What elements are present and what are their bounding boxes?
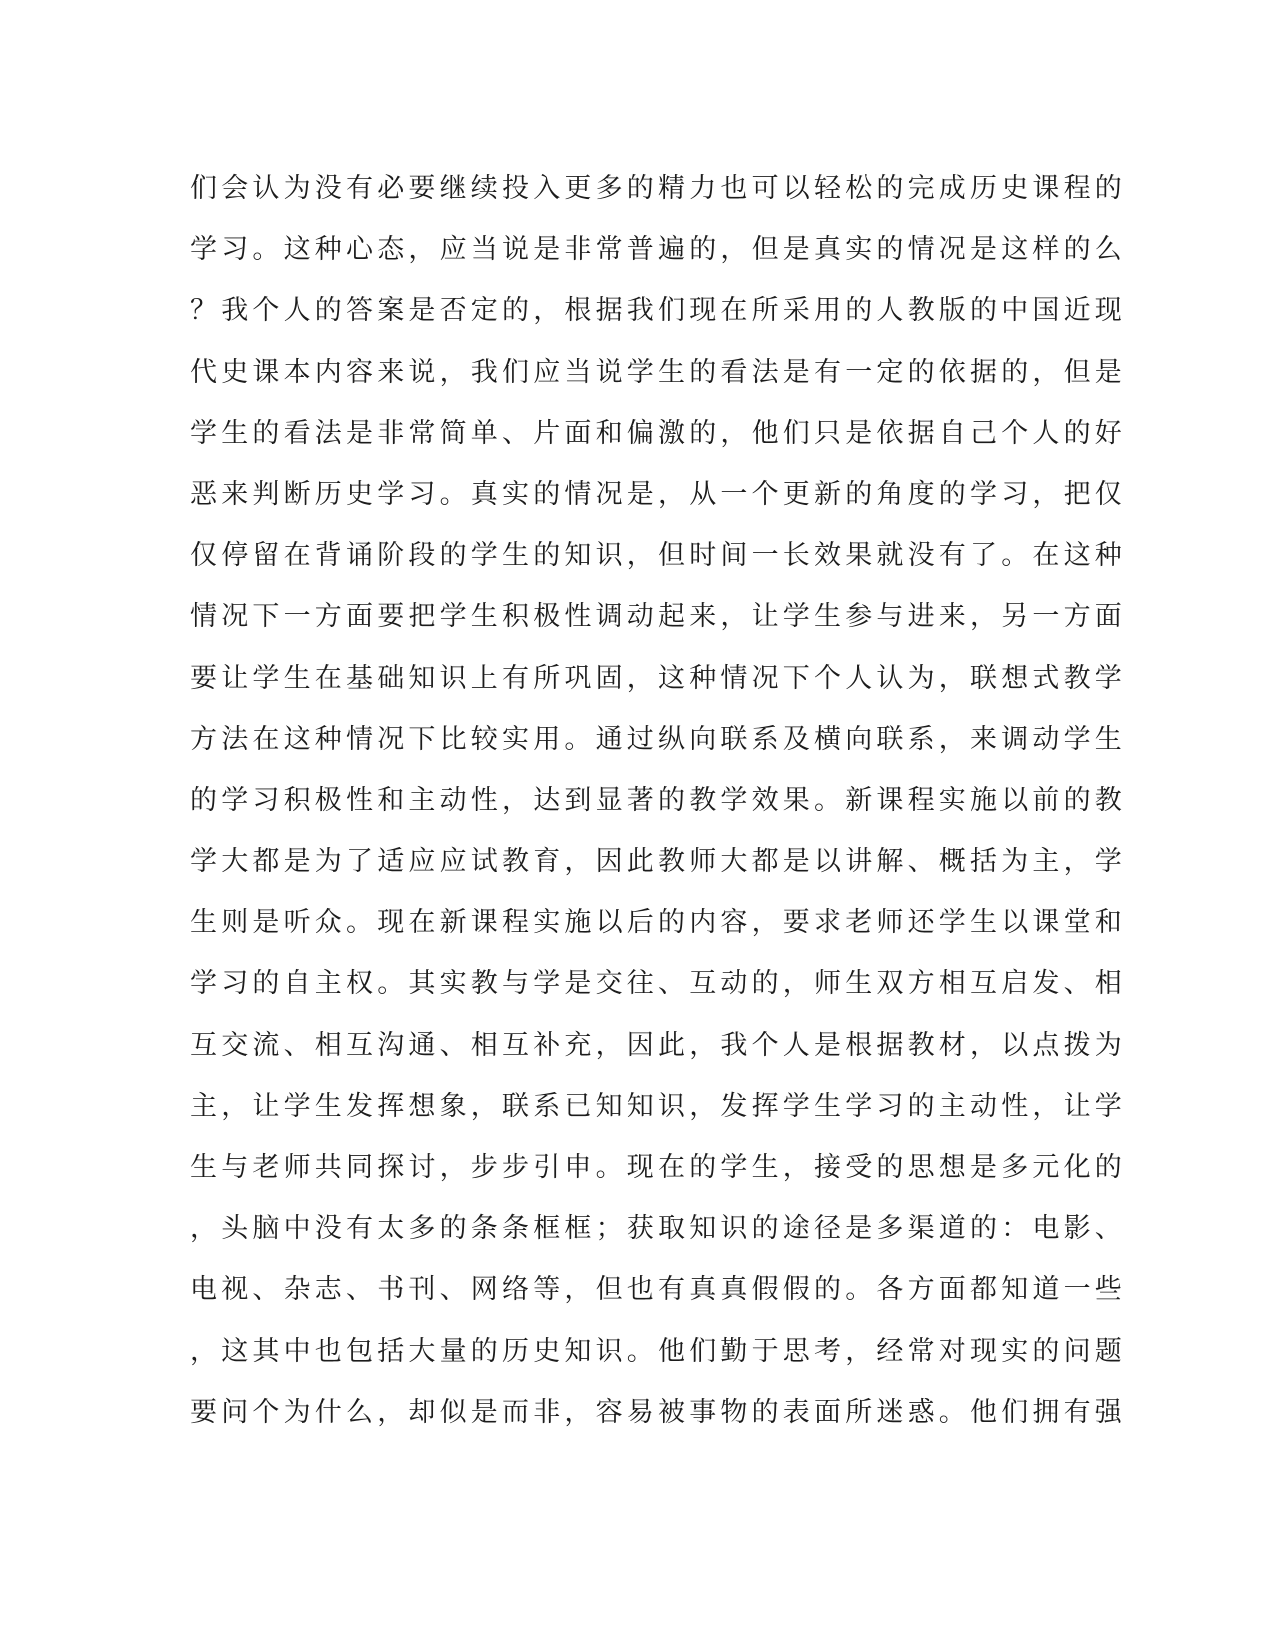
text-line: 电视、杂志、书刊、网络等，但也有真真假假的。各方面都知道一些 <box>190 1274 1126 1306</box>
text-line: 生与老师共同探讨，步步引申。现在的学生，接受的思想是多元化的 <box>190 1152 1126 1183</box>
text-line: ？我个人的答案是否定的，根据我们现在所采用的人教版的中国近现 <box>190 295 1126 327</box>
text-line: 学习。这种心态，应当说是非常普遍的，但是真实的情况是这样的么 <box>190 234 1126 266</box>
text-line: 们会认为没有必要继续投入更多的精力也可以轻松的完成历史课程的 <box>190 173 1126 204</box>
body-paragraph <box>190 158 1126 1443</box>
text-line: 主，让学生发挥想象，联系已知知识，发挥学生学习的主动性，让学 <box>190 1090 1126 1122</box>
text-line: ，这其中也包括大量的历史知识。他们勤于思考，经常对现实的问题 <box>190 1335 1126 1367</box>
text-line: 的学习积极性和主动性，达到显著的教学效果。新课程实施以前的教 <box>190 784 1126 816</box>
text-line: 学大都是为了适应应试教育，因此教师大都是以讲解、概括为主，学 <box>190 846 1126 878</box>
text-line: 互交流、相互沟通、相互补充，因此，我个人是根据教材，以点拨为 <box>190 1029 1126 1061</box>
text-line: 要问个为什么，却似是而非，容易被事物的表面所迷惑。他们拥有强 <box>190 1396 1126 1428</box>
text-line: 学生的看法是非常简单、片面和偏激的，他们只是依据自己个人的好 <box>190 417 1126 449</box>
text-line: 要让学生在基础知识上有所巩固，这种情况下个人认为，联想式教学 <box>190 662 1126 694</box>
text-line: 代史课本内容来说，我们应当说学生的看法是有一定的依据的，但是 <box>190 356 1126 388</box>
text-line: 生则是听众。现在新课程实施以后的内容，要求老师还学生以课堂和 <box>190 907 1126 939</box>
text-line: ，头脑中没有太多的条条框框；获取知识的途径是多渠道的：电影、 <box>190 1213 1126 1245</box>
text-line: 情况下一方面要把学生积极性调动起来，让学生参与进来，另一方面 <box>190 601 1126 633</box>
text-line: 方法在这种情况下比较实用。通过纵向联系及横向联系，来调动学生 <box>190 723 1126 755</box>
text-line: 仅停留在背诵阶段的学生的知识，但时间一长效果就没有了。在这种 <box>190 540 1126 572</box>
text-line: 学习的自主权。其实教与学是交往、互动的，师生双方相互启发、相 <box>190 968 1126 1000</box>
text-line: 恶来判断历史学习。真实的情况是，从一个更新的角度的学习，把仅 <box>190 478 1126 510</box>
